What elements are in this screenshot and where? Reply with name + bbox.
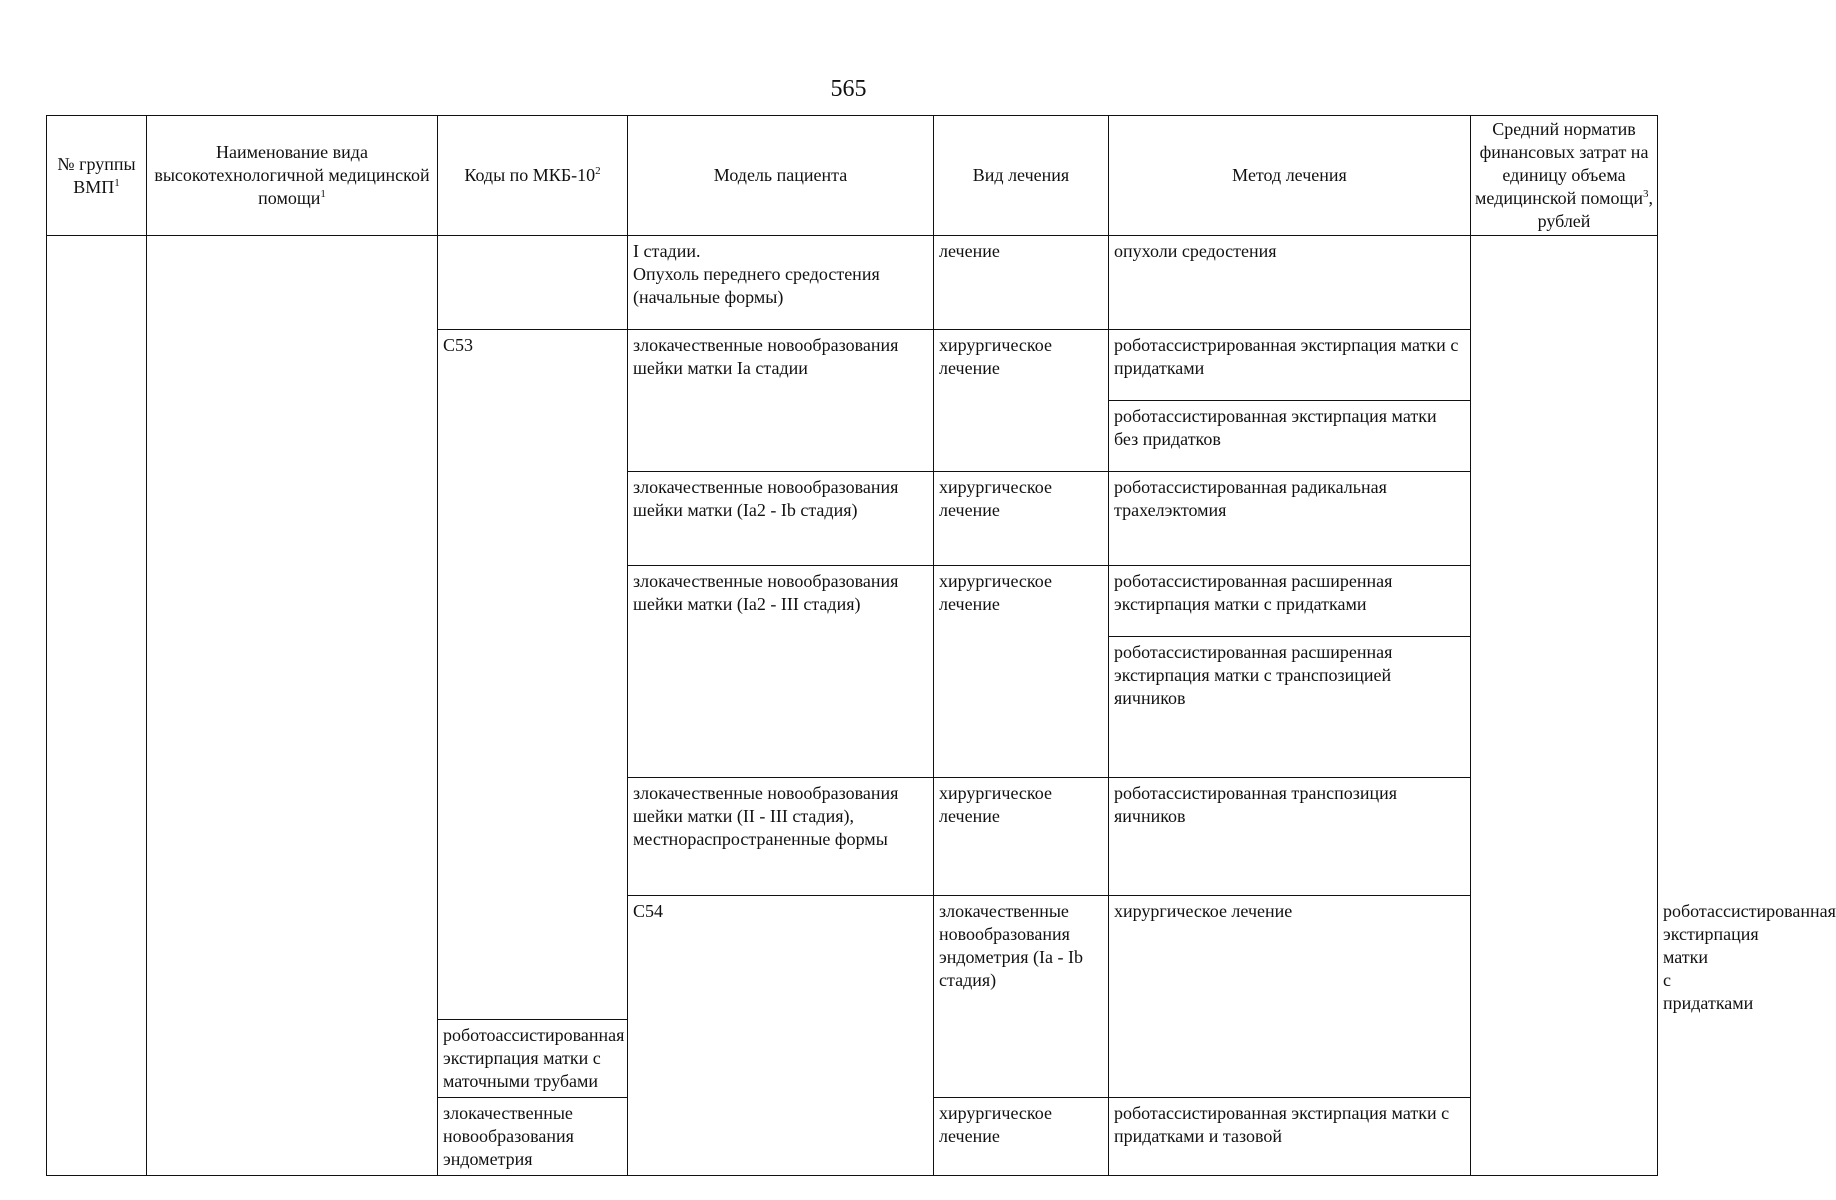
method-cell: роботассистированная экстирпация матки с придатками и тазовой bbox=[1109, 1098, 1471, 1176]
type-cell: хирургическое лечение bbox=[934, 330, 1109, 472]
code-cell: C53 bbox=[438, 330, 628, 1020]
model-cell: злокачественные новообразования шейки матки (Ia2 - III стадия) bbox=[628, 566, 934, 778]
code-cell bbox=[438, 236, 628, 330]
model-cell: I стадии. Опухоль переднего средостения (начальные формы) bbox=[628, 236, 934, 330]
header-method: Метод лечения bbox=[1109, 116, 1471, 236]
method-cell: роботассистированная расширенная экстирпация матки с придатками bbox=[1109, 566, 1471, 637]
method-cell: опухоли средостения bbox=[1109, 236, 1471, 330]
method-cell: роботассистированная радикальная трахелэктомия bbox=[1109, 472, 1471, 566]
type-cell: хирургическое лечение bbox=[934, 778, 1109, 896]
method-cell: роботоассистированная экстирпация матки с маточными трубами bbox=[438, 1020, 628, 1098]
page-number: 565 bbox=[830, 76, 867, 102]
type-cell: хирургическое лечение bbox=[934, 566, 1109, 778]
header-codes: Коды по МКБ-$10^2$ bbox=[438, 116, 628, 236]
model-cell: злокачественные новообразования шейки матки Ia стадии bbox=[628, 330, 934, 472]
header-model: Модель пациента bbox=[628, 116, 934, 236]
type-cell: хирургическое лечение bbox=[1109, 896, 1471, 1098]
method-cell: роботассистированная экстирпация матки без придатков bbox=[1109, 401, 1471, 472]
table-row: C54 злокачественные новообразования эндометрия (Ia - Ib стадия) хирургическое лечение роботассистированная экстирпация матки с придатками bbox=[47, 896, 1658, 1020]
header-name: Наименование вида высокотехнологичной медицинской помощи$^1$ bbox=[147, 116, 438, 236]
model-cell: злокачественные новообразования эндометрия (Ia - Ib стадия) bbox=[934, 896, 1109, 1098]
vmp-table bbox=[46, 115, 1836, 1176]
header-group: № группы ВМП$^1$ bbox=[47, 116, 147, 236]
name-cell bbox=[147, 236, 438, 1176]
model-cell: злокачественные новообразования шейки матки (Ia2 - Ib стадия) bbox=[628, 472, 934, 566]
model-cell: злокачественные новообразования эндометрия bbox=[438, 1098, 628, 1176]
code-cell: C54 bbox=[628, 896, 934, 1176]
type-cell: хирургическое лечение bbox=[934, 472, 1109, 566]
header-cost: Средний норматив финансовых затрат на единицу объема медицинской помощи$^3$, рублей bbox=[1471, 116, 1658, 236]
header-treatment-type: Вид лечения bbox=[934, 116, 1109, 236]
method-cell: роботассистрированная экстирпация матки с придатками bbox=[1109, 330, 1471, 401]
header-row bbox=[47, 116, 1658, 236]
method-cell: роботассистированная расширенная экстирпация матки с транспозицией яичников bbox=[1109, 637, 1471, 778]
group-cell bbox=[47, 236, 147, 1176]
method-cell: роботассистированная транспозиция яичников bbox=[1109, 778, 1471, 896]
model-cell: злокачественные новообразования шейки матки (II - III стадия), местнораспространенные формы bbox=[628, 778, 934, 896]
type-cell: хирургическое лечение bbox=[934, 1098, 1109, 1176]
table-row bbox=[47, 236, 1658, 330]
cost-cell bbox=[1471, 236, 1658, 1176]
type-cell: лечение bbox=[934, 236, 1109, 330]
